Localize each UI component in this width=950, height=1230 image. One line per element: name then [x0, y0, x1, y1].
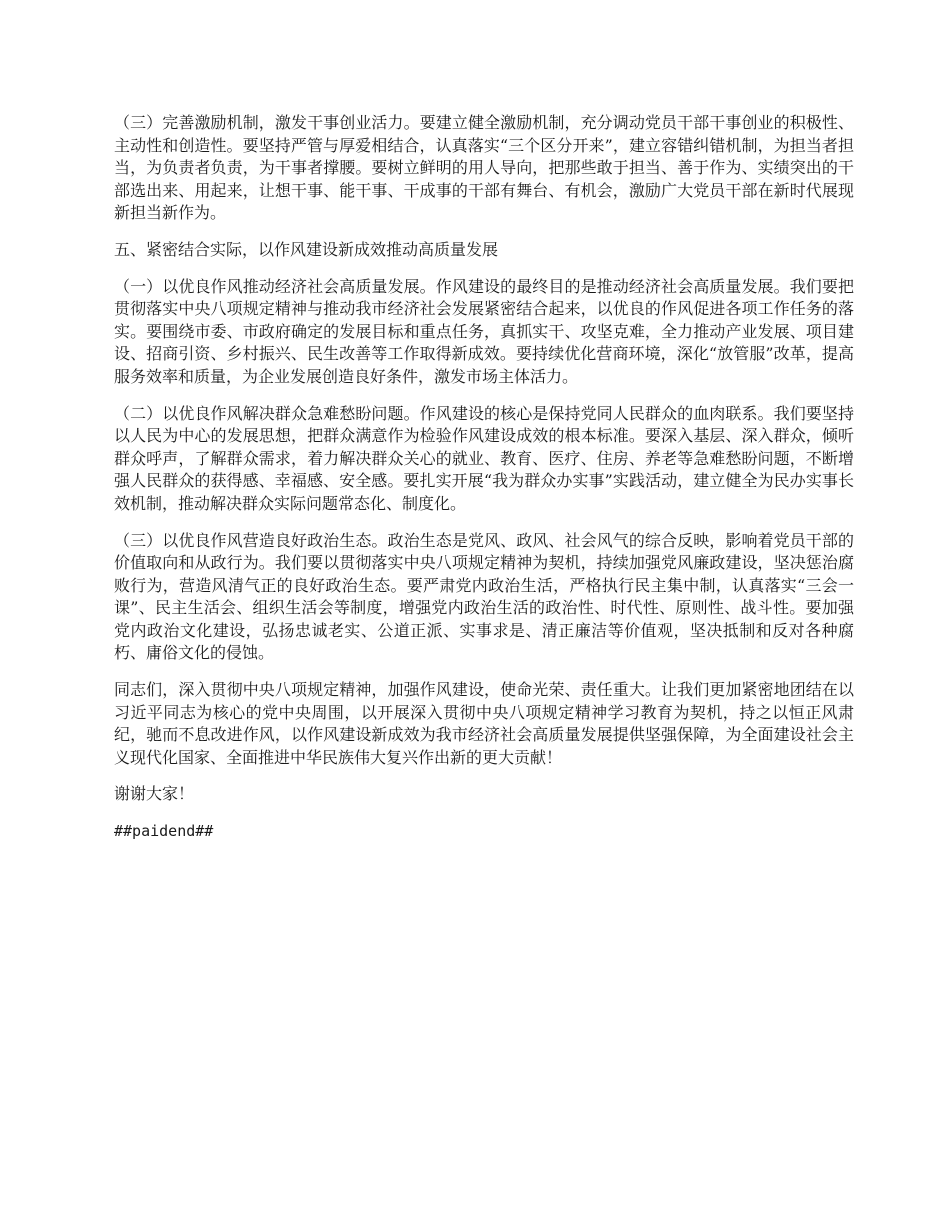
paragraph-economic-development: （一）以优良作风推动经济社会高质量发展。作风建设的最终目的是推动经济社会高质量发展。我们要把贯彻落实中央八项规定精神与推动我市经济社会发展紧密结合起来，以优良的作风促进各项工作任务的落实。要围绕市委、市政府确定的发展目标和重点任务，真抓实干、攻坚克难，全力推动产业发展、项目建设、招商引资、乡村振兴、民生改善等工作取得新成效。要持续优化营商环境，深化“放管服”改革，提高服务效率和质量，为企业发展创造良好条件，激发市场主体活力。: [114, 276, 854, 386]
paragraph-political-ecology: （三）以优良作风营造良好政治生态。政治生态是党风、政风、社会风气的综合反映，影响着党员干部的价值取向和从政行为。我们要以贯彻落实中央八项规定精神为契机，持续加强党风廉政建设，坚决惩治腐败行为，营造风清气正的良好政治生态。要严肃党内政治生活，严格执行民主集中制，认真落实“三会一课”、民主生活会、组织生活会等制度，增强党内政治生活的政治性、时代性、原则性、战斗性。要加强党内政治文化建设，弘扬忠诚老实、公道正派、实事求是、清正廉洁等价值观，坚决抵制和反对各种腐朽、庸俗文化的侵蚀。: [114, 530, 854, 663]
paid-end-marker: ##paidend##: [114, 822, 214, 841]
paragraph-incentive-mechanism: （三）完善激励机制，激发干事创业活力。要建立健全激励机制，充分调动党员干部干事创业的积极性、主动性和创造性。要坚持严管与厚爱相结合，认真落实“三个区分开来”，建立容错纠错机制，为担当者担当，为负责者负责，为干事者撑腰。要树立鲜明的用人导向，把那些敢于担当、善于作为、实绩突出的干部选出来、用起来，让想干事、能干事、干成事的干部有舞台、有机会，激励广大党员干部在新时代展现新担当新作为。: [114, 113, 854, 223]
document-page: [114, 112, 854, 857]
section-heading-five: 五、紧密结合实际，以作风建设新成效推动高质量发展: [114, 239, 499, 259]
paragraph-public-concerns: （二）以优良作风解决群众急难愁盼问题。作风建设的核心是保持党同人民群众的血肉联系。我们要坚持以人民为中心的发展思想，把群众满意作为检验作风建设成效的根本标准。要深入基层、深入群众，倾听群众呼声，了解群众需求，着力解决群众关心的就业、教育、医疗、住房、养老等急难愁盼问题，不断增强人民群众的获得感、幸福感、安全感。要扎实开展“我为群众办实事”实践活动，建立健全为民办实事长效机制，推动解决群众实际问题常态化、制度化。: [114, 403, 854, 513]
paragraph-closing-remarks: 同志们，深入贯彻中央八项规定精神，加强作风建设，使命光荣、责任重大。让我们更加紧密地团结在以习近平同志为核心的党中央周围，以开展深入贯彻中央八项规定精神学习教育为契机，持之以恒正风肃纪，驰而不息改进作风，以作风建设新成效为我市经济社会高质量发展提供坚强保障，为全面建设社会主义现代化国家、全面推进中华民族伟大复兴作出新的更大贡献！: [114, 680, 854, 767]
paragraph-thanks: 谢谢大家！: [114, 784, 195, 804]
